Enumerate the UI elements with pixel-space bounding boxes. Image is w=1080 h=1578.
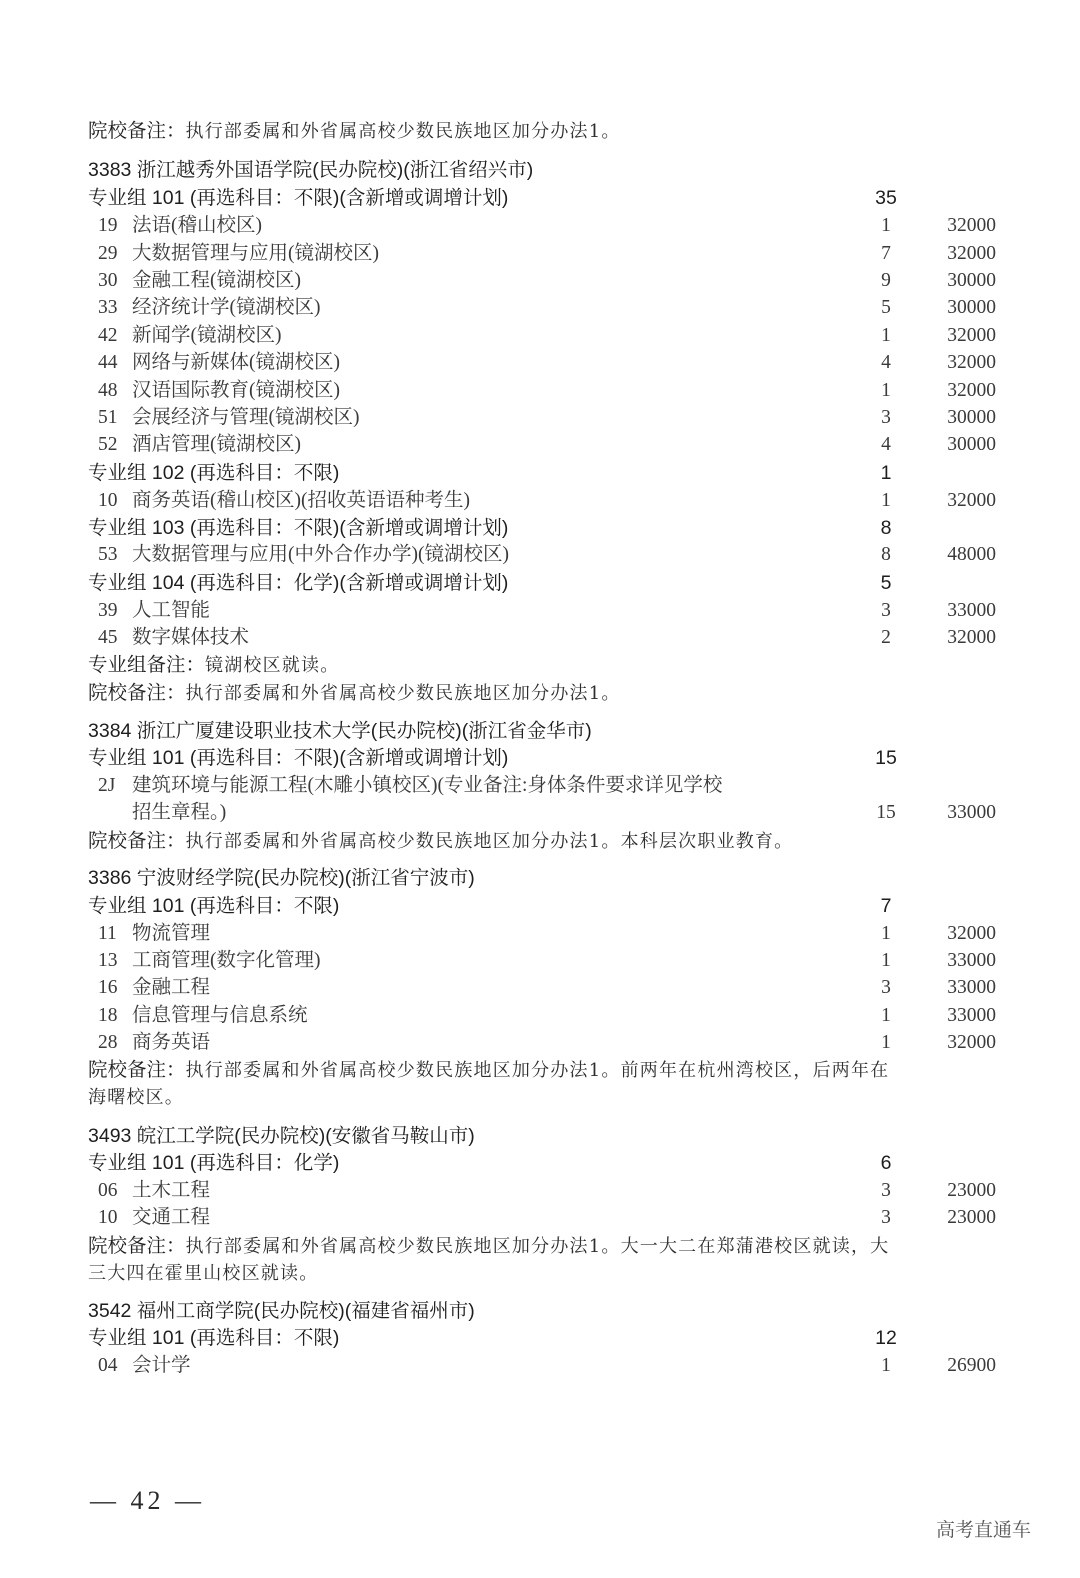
group-count: 5 — [880, 572, 892, 594]
major-name: 汉语国际教育(镜湖校区) — [132, 380, 340, 401]
major-code: 11 — [98, 923, 117, 944]
major-code: 44 — [98, 352, 118, 373]
major-row — [98, 294, 321, 322]
major-code: 18 — [98, 1005, 118, 1026]
major-code: 42 — [98, 325, 118, 346]
major-fee: 30000 — [947, 270, 996, 291]
major-row — [98, 1029, 210, 1057]
major-count: 1 — [881, 1355, 891, 1376]
major-fee: 32000 — [947, 380, 996, 401]
major-name: 经济统计学(镜湖校区) — [132, 297, 321, 318]
major-row — [98, 974, 210, 1002]
major-name: 会计学 — [132, 1355, 191, 1376]
major-name: 网络与新媒体(镜湖校区) — [132, 352, 340, 373]
major-count: 1 — [881, 380, 891, 401]
major-code: 51 — [98, 407, 118, 428]
major-count: 3 — [881, 600, 891, 621]
note-label: 院校备注： — [88, 1235, 186, 1257]
school-title: 3383 浙江越秀外国语学院(民办院校)(浙江省绍兴市) — [88, 159, 534, 181]
major-fee: 33000 — [947, 600, 996, 621]
major-fee: 30000 — [947, 434, 996, 455]
major-fee: 33000 — [947, 950, 996, 971]
major-count: 15 — [876, 802, 896, 823]
group-title: 专业组 101 (再选科目：不限)(含新增或调增计划) — [88, 187, 509, 209]
major-name: 商务英语 — [132, 1032, 211, 1053]
major-name: 大数据管理与应用(镜湖校区) — [132, 243, 379, 264]
group-note — [88, 651, 339, 679]
group-title: 专业组 101 (再选科目：不限) — [88, 895, 340, 917]
major-row — [98, 212, 262, 240]
major-name: 信息管理与信息系统 — [132, 1005, 308, 1026]
major-count: 3 — [881, 407, 891, 428]
page-number: — 42 — — [90, 1486, 205, 1515]
group-title: 专业组 104 (再选科目：化学)(含新增或调增计划) — [88, 572, 509, 594]
major-code: 28 — [98, 1032, 118, 1053]
school-note-continued: 三大四在霍里山校区就读。 — [88, 1263, 319, 1284]
group-count: 12 — [875, 1327, 897, 1349]
group-title: 专业组 101 (再选科目：不限)(含新增或调增计划) — [88, 747, 509, 769]
note-label: 院校备注： — [88, 830, 186, 852]
note-text: 执行部委属和外省属高校少数民族地区加分办法1。前两年在杭州湾校区，后两年在 — [185, 1060, 890, 1081]
major-fee: 33000 — [947, 977, 996, 998]
major-count: 5 — [881, 297, 891, 318]
major-name: 新闻学(镜湖校区) — [132, 325, 282, 346]
major-row — [98, 404, 360, 432]
school-note — [88, 1232, 889, 1260]
major-count: 2 — [881, 627, 891, 648]
major-count: 4 — [881, 352, 891, 373]
major-fee: 32000 — [947, 627, 996, 648]
major-code: 10 — [98, 490, 118, 511]
major-name: 金融工程(镜湖校区) — [132, 270, 301, 291]
major-count: 3 — [881, 977, 891, 998]
major-count: 1 — [881, 215, 891, 236]
major-fee: 32000 — [947, 490, 996, 511]
major-count: 1 — [881, 490, 891, 511]
major-name: 建筑环境与能源工程(木雕小镇校区)(专业备注:身体条件要求详见学校 — [132, 775, 723, 796]
major-name: 酒店管理(镜湖校区) — [132, 434, 301, 455]
school-note — [88, 679, 621, 707]
major-code: 13 — [98, 950, 118, 971]
major-name: 金融工程 — [132, 977, 211, 998]
major-row — [98, 947, 321, 975]
major-row — [98, 431, 301, 459]
major-fee: 32000 — [947, 1032, 996, 1053]
major-name: 工商管理(数字化管理) — [132, 950, 321, 971]
note-label: 院校备注： — [88, 120, 186, 142]
major-fee: 32000 — [947, 352, 996, 373]
major-fee: 23000 — [947, 1207, 996, 1228]
watermark: 高考直通车 — [936, 1519, 1032, 1541]
major-row — [98, 541, 509, 569]
major-row — [98, 1352, 191, 1380]
major-fee: 33000 — [947, 802, 996, 823]
major-code: 06 — [98, 1180, 118, 1201]
major-fee: 23000 — [947, 1180, 996, 1201]
major-code: 10 — [98, 1207, 118, 1228]
major-row — [98, 240, 379, 268]
group-title: 专业组 103 (再选科目：不限)(含新增或调增计划) — [88, 517, 509, 539]
major-fee: 32000 — [947, 325, 996, 346]
school-note — [88, 1056, 889, 1084]
major-code: 30 — [98, 270, 118, 291]
group-title: 专业组 102 (再选科目：不限) — [88, 462, 340, 484]
major-row — [98, 349, 340, 377]
major-name: 物流管理 — [132, 923, 211, 944]
major-code: 33 — [98, 297, 118, 318]
major-name: 会展经济与管理(镜湖校区) — [132, 407, 360, 428]
major-fee: 33000 — [947, 1005, 996, 1026]
major-code: 19 — [98, 215, 118, 236]
school-note-continued: 海曙校区。 — [88, 1087, 184, 1108]
major-count: 1 — [881, 923, 891, 944]
major-row — [98, 377, 340, 405]
major-name: 土木工程 — [132, 1180, 211, 1201]
note-label: 院校备注： — [88, 1059, 186, 1081]
major-fee: 32000 — [947, 215, 996, 236]
major-count: 1 — [881, 1032, 891, 1053]
school-title: 3386 宁波财经学院(民办院校)(浙江省宁波市) — [88, 867, 475, 889]
major-fee: 30000 — [947, 297, 996, 318]
major-count: 1 — [881, 325, 891, 346]
major-code: 45 — [98, 627, 118, 648]
major-code: 2J — [98, 775, 116, 796]
group-count: 1 — [880, 462, 892, 484]
major-count: 4 — [881, 434, 891, 455]
major-count: 3 — [881, 1207, 891, 1228]
major-code: 48 — [98, 380, 118, 401]
major-name: 法语(稽山校区) — [132, 215, 262, 236]
note-text: 镜湖校区就读。 — [205, 655, 340, 676]
major-fee: 32000 — [947, 923, 996, 944]
major-count: 7 — [881, 243, 891, 264]
major-row — [98, 1177, 210, 1205]
major-row — [98, 487, 470, 515]
major-name-continued: 招生章程。) — [132, 802, 227, 823]
major-name: 交通工程 — [132, 1207, 211, 1228]
major-name: 大数据管理与应用(中外合作办学)(镜湖校区) — [132, 544, 509, 565]
major-row — [98, 1204, 210, 1232]
major-fee: 32000 — [947, 243, 996, 264]
group-count: 7 — [880, 895, 892, 917]
major-code: 53 — [98, 544, 118, 565]
school-title: 3542 福州工商学院(民办院校)(福建省福州市) — [88, 1300, 475, 1322]
major-code: 04 — [98, 1355, 118, 1376]
major-name: 数字媒体技术 — [132, 627, 250, 648]
major-count: 3 — [881, 1180, 891, 1201]
major-row — [98, 322, 282, 350]
major-row — [98, 597, 210, 625]
school-note — [88, 117, 621, 145]
major-code: 29 — [98, 243, 118, 264]
major-code: 39 — [98, 600, 118, 621]
group-count: 6 — [880, 1152, 892, 1174]
note-text: 执行部委属和外省属高校少数民族地区加分办法1。本科层次职业教育。 — [185, 831, 794, 852]
note-text: 执行部委属和外省属高校少数民族地区加分办法1。 — [185, 121, 621, 142]
major-code: 52 — [98, 434, 118, 455]
major-row — [98, 920, 210, 948]
note-label: 院校备注： — [88, 682, 186, 704]
major-fee: 48000 — [947, 544, 996, 565]
group-title: 专业组 101 (再选科目：化学) — [88, 1152, 340, 1174]
major-count: 1 — [881, 950, 891, 971]
major-name: 商务英语(稽山校区)(招收英语语种考生) — [132, 490, 470, 511]
major-count: 8 — [881, 544, 891, 565]
note-text: 执行部委属和外省属高校少数民族地区加分办法1。 — [185, 683, 621, 704]
school-title: 3493 皖江工学院(民办院校)(安徽省马鞍山市) — [88, 1125, 475, 1147]
major-row — [98, 1002, 308, 1030]
group-count: 35 — [875, 187, 897, 209]
major-row — [98, 772, 722, 800]
major-fee: 30000 — [947, 407, 996, 428]
group-count: 8 — [880, 517, 892, 539]
group-count: 15 — [875, 747, 897, 769]
note-text: 执行部委属和外省属高校少数民族地区加分办法1。大一大二在郑蒲港校区就读，大 — [185, 1236, 890, 1257]
major-fee: 26900 — [947, 1355, 996, 1376]
school-note — [88, 827, 793, 855]
major-code: 16 — [98, 977, 118, 998]
major-row — [98, 624, 249, 652]
group-title: 专业组 101 (再选科目：不限) — [88, 1327, 340, 1349]
major-count: 9 — [881, 270, 891, 291]
major-count: 1 — [881, 1005, 891, 1026]
major-row — [98, 267, 301, 295]
major-name: 人工智能 — [132, 600, 211, 621]
note-label: 专业组备注： — [88, 654, 206, 676]
school-title: 3384 浙江广厦建设职业技术大学(民办院校)(浙江省金华市) — [88, 720, 592, 742]
